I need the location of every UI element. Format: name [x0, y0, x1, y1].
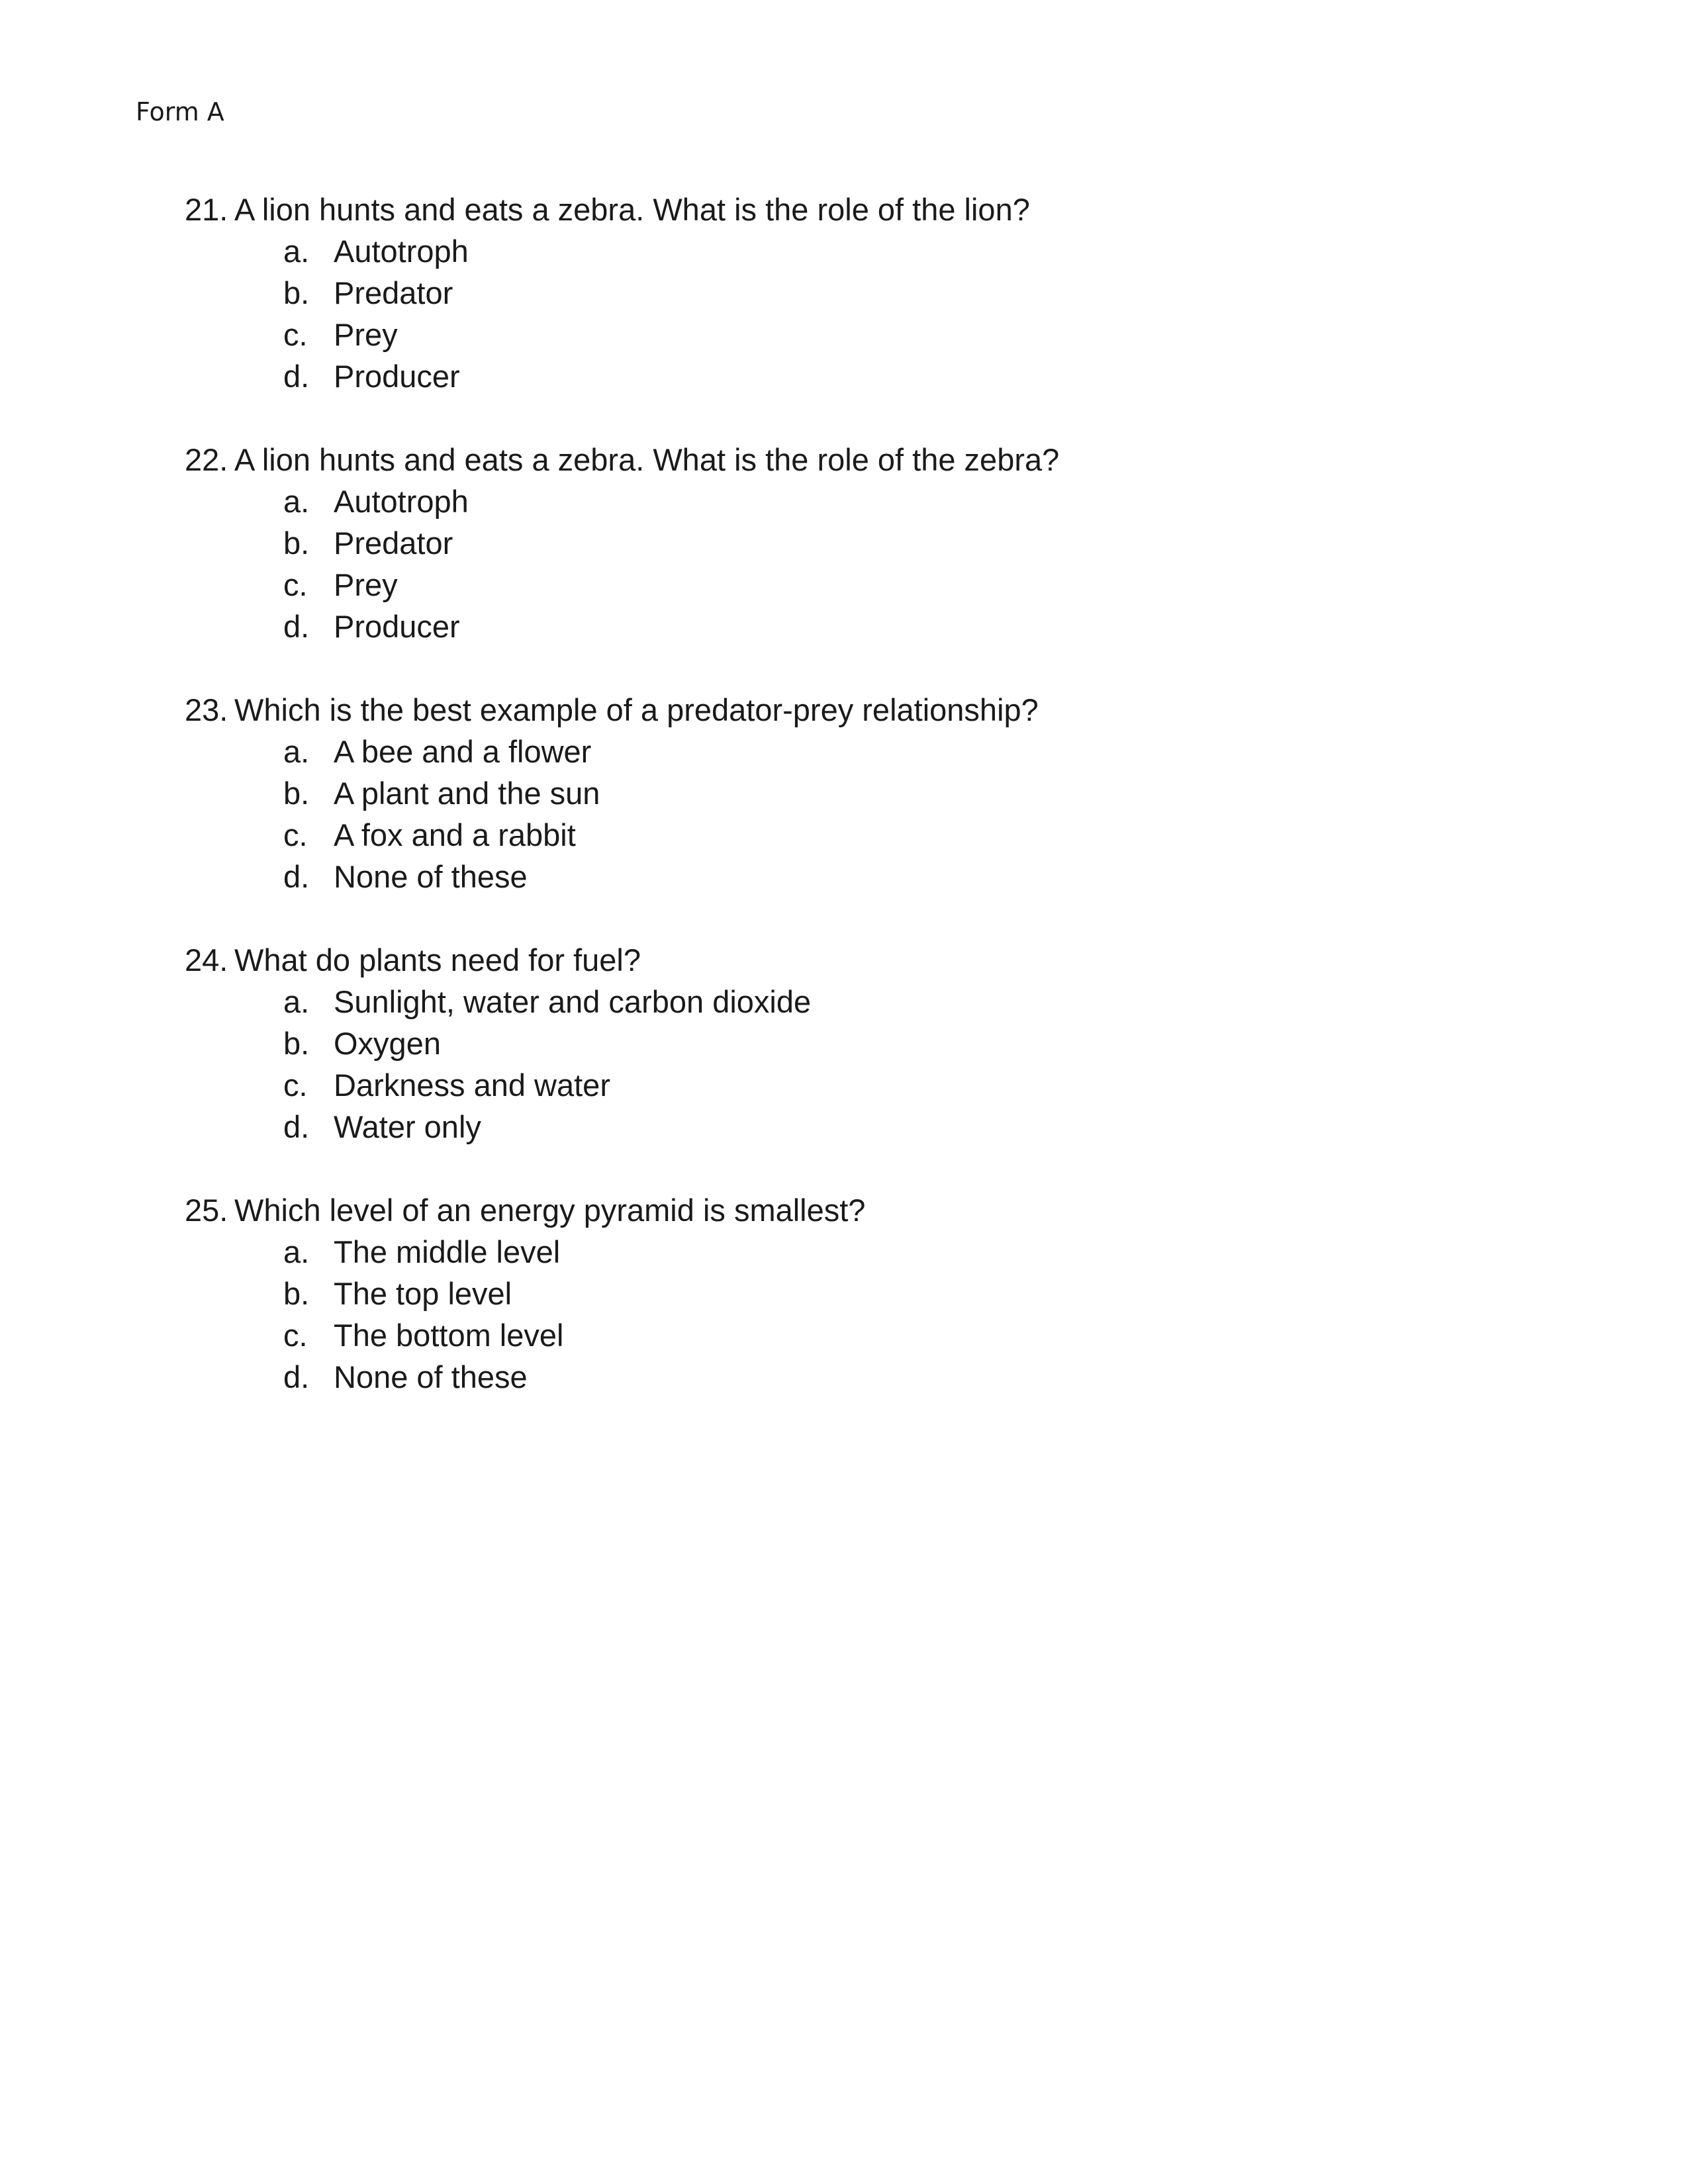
- option-letter: a.: [283, 734, 310, 769]
- option-text: Producer: [334, 609, 460, 644]
- form-label: Form A: [136, 97, 224, 126]
- option-text: Autotroph: [334, 484, 469, 519]
- option-text: The bottom level: [334, 1318, 564, 1353]
- question-number: 23.: [185, 692, 228, 727]
- option-text: None of these: [334, 859, 528, 894]
- option-text: The middle level: [334, 1234, 561, 1269]
- option-text: Prey: [334, 317, 398, 352]
- option-letter: c.: [283, 1318, 308, 1353]
- option-letter: c.: [283, 817, 308, 852]
- option-text: None of these: [334, 1359, 528, 1394]
- option-letter: a.: [283, 234, 310, 269]
- option-letter: d.: [283, 359, 310, 394]
- option-letter: c.: [283, 567, 308, 602]
- option-letter: d.: [283, 1109, 310, 1144]
- option-letter: a.: [283, 984, 310, 1019]
- question-text: Which level of an energy pyramid is smallest?: [234, 1193, 866, 1228]
- option-letter: b.: [283, 525, 310, 561]
- option-letter: b.: [283, 776, 310, 811]
- option-letter: a.: [283, 484, 310, 519]
- question-number: 25.: [185, 1193, 228, 1228]
- option-text: The top level: [334, 1276, 512, 1311]
- option-text: A plant and the sun: [334, 776, 600, 811]
- option-text: Predator: [334, 525, 453, 561]
- option-text: Darkness and water: [334, 1068, 610, 1103]
- option-text: Prey: [334, 567, 398, 602]
- option-text: A fox and a rabbit: [334, 817, 576, 852]
- option-text: A bee and a flower: [334, 734, 592, 769]
- option-letter: c.: [283, 317, 308, 352]
- option-letter: b.: [283, 1026, 310, 1061]
- question-text: A lion hunts and eats a zebra. What is the role of the lion?: [234, 192, 1030, 227]
- option-text: Autotroph: [334, 234, 469, 269]
- option-letter: d.: [283, 1359, 310, 1394]
- question-number: 24.: [185, 942, 228, 978]
- option-letter: d.: [283, 609, 310, 644]
- option-letter: a.: [283, 1234, 310, 1269]
- option-text: Sunlight, water and carbon dioxide: [334, 984, 812, 1019]
- option-letter: c.: [283, 1068, 308, 1103]
- question-number: 22.: [185, 442, 228, 477]
- option-letter: b.: [283, 275, 310, 310]
- option-letter: b.: [283, 1276, 310, 1311]
- option-text: Water only: [334, 1109, 481, 1144]
- question-text: Which is the best example of a predator-prey relationship?: [234, 692, 1039, 727]
- question-text: What do plants need for fuel?: [234, 942, 641, 978]
- question-text: A lion hunts and eats a zebra. What is the role of the zebra?: [234, 442, 1060, 477]
- option-text: Producer: [334, 359, 460, 394]
- option-letter: d.: [283, 859, 310, 894]
- option-text: Oxygen: [334, 1026, 441, 1061]
- option-text: Predator: [334, 275, 453, 310]
- question-number: 21.: [185, 192, 228, 227]
